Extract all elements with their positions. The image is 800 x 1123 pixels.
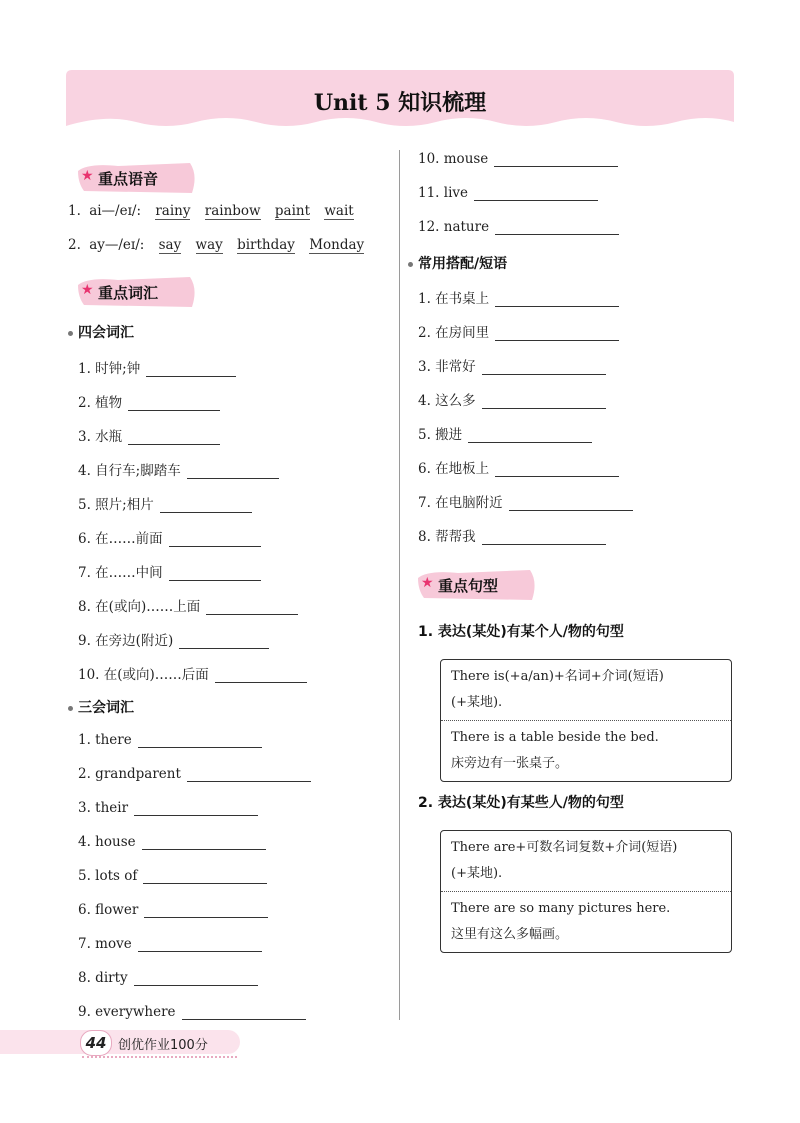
vocab-item: 9. 在旁边(附近) [78, 629, 269, 649]
vocab-item: 3. 水瓶 [78, 425, 220, 445]
phrase-item: 3. 非常好 [418, 355, 606, 375]
vocab-item: 2. grandparent [78, 766, 311, 782]
pattern-title-1: 1. 表达(某处)有某个人/物的句型 [418, 624, 624, 640]
three-skill-vocab-label: 三会词汇 [68, 697, 134, 717]
answer-blank[interactable] [138, 937, 262, 952]
vocab-item: 12. nature [418, 219, 619, 235]
title-banner [66, 70, 734, 136]
vocab-item: 2. 植物 [78, 391, 220, 411]
star-icon: ★ [421, 575, 434, 591]
pattern-box-1 [440, 659, 732, 782]
answer-blank[interactable] [509, 496, 633, 511]
vocab-item: 9. everywhere [78, 1004, 306, 1020]
bullet-dot [68, 331, 73, 336]
phrase-item: 4. 这么多 [418, 389, 606, 409]
phrase-item: 6. 在地板上 [418, 457, 619, 477]
answer-blank[interactable] [128, 430, 220, 445]
phrase-item: 8. 帮帮我 [418, 525, 606, 545]
answer-blank[interactable] [160, 498, 252, 513]
page-number: 44 [80, 1030, 112, 1056]
answer-blank[interactable] [495, 326, 619, 341]
answer-blank[interactable] [187, 767, 311, 782]
phonics-word: birthday [237, 237, 295, 253]
bullet-dot [408, 262, 413, 267]
phrases-label: 常用搭配/短语 [408, 253, 507, 273]
answer-blank[interactable] [482, 530, 606, 545]
column-divider [399, 150, 400, 1020]
vocab-item: 4. 自行车;脚踏车 [78, 459, 279, 479]
vocab-item: 7. move [78, 936, 262, 952]
phrase-item: 1. 在书桌上 [418, 287, 619, 307]
phonics-word: rainy [155, 203, 191, 219]
pattern-title-2: 2. 表达(某处)有某些人/物的句型 [418, 795, 624, 811]
vocab-item: 5. lots of [78, 868, 267, 884]
footer-dotted-line [82, 1056, 237, 1058]
answer-blank[interactable] [482, 394, 606, 409]
vocab-item: 10. mouse [418, 151, 618, 167]
phonics-word: rainbow [204, 203, 261, 219]
phrase-item: 5. 搬进 [418, 423, 592, 443]
answer-blank[interactable] [495, 220, 619, 235]
answer-blank[interactable] [495, 292, 619, 307]
pattern-formula: There are+可数名词复数+介词(短语) (+某地). [451, 840, 678, 881]
pattern-box-2 [440, 830, 732, 953]
phonics-word: paint [274, 203, 311, 219]
phonics-row-2: 2. ay—/eɪ/: say way birthday Monday [68, 237, 365, 253]
pattern-formula: There is(+a/an)+名词+介词(短语) (+某地). [451, 669, 664, 710]
star-icon: ★ [81, 168, 94, 184]
answer-blank[interactable] [128, 396, 220, 411]
answer-blank[interactable] [206, 600, 298, 615]
vocab-item: 1. 时钟;钟 [78, 357, 236, 377]
answer-blank[interactable] [169, 532, 261, 547]
vocab-item: 3. their [78, 800, 258, 816]
phonics-word: say [158, 237, 182, 253]
answer-blank[interactable] [495, 462, 619, 477]
vocab-item: 8. dirty [78, 970, 258, 986]
vocab-item: 6. flower [78, 902, 268, 918]
answer-blank[interactable] [179, 634, 269, 649]
phrase-item: 2. 在房间里 [418, 321, 619, 341]
answer-blank[interactable] [494, 152, 618, 167]
vocab-item: 4. house [78, 834, 266, 850]
page-title: Unit 5 知识梳理 [313, 90, 487, 116]
answer-blank[interactable] [474, 186, 598, 201]
answer-blank[interactable] [142, 835, 266, 850]
answer-blank[interactable] [468, 428, 592, 443]
vocab-item: 1. there [78, 732, 262, 748]
pattern-example: There is a table beside the bed. 床旁边有一张桌子。 [441, 720, 731, 781]
phonics-word: wait [324, 203, 354, 219]
vocab-item: 8. 在(或向)……上面 [78, 595, 298, 615]
answer-blank[interactable] [187, 464, 279, 479]
answer-blank[interactable] [482, 360, 606, 375]
answer-blank[interactable] [215, 668, 307, 683]
pattern-example: There are so many pictures here. 这里有这么多幅画。 [441, 891, 731, 952]
answer-blank[interactable] [134, 971, 258, 986]
vocab-item: 7. 在……中间 [78, 561, 261, 581]
phonics-word: Monday [309, 237, 365, 253]
answer-blank[interactable] [144, 903, 268, 918]
phonics-row-1: 1. ai—/eɪ/: rainy rainbow paint wait [68, 203, 354, 219]
four-skill-vocab-label: 四会词汇 [68, 322, 134, 342]
answer-blank[interactable] [169, 566, 261, 581]
vocab-item: 6. 在……前面 [78, 527, 261, 547]
brand-name: 创优作业100分 [118, 1038, 208, 1053]
answer-blank[interactable] [143, 869, 267, 884]
phonics-word: way [195, 237, 223, 253]
answer-blank[interactable] [182, 1005, 306, 1020]
vocab-item: 10. 在(或向)……后面 [78, 663, 307, 683]
answer-blank[interactable] [134, 801, 258, 816]
page-footer [0, 1026, 240, 1058]
phrase-item: 7. 在电脑附近 [418, 491, 633, 511]
star-icon: ★ [81, 282, 94, 298]
vocab-item: 11. live [418, 185, 598, 201]
answer-blank[interactable] [138, 733, 262, 748]
bullet-dot [68, 706, 73, 711]
answer-blank[interactable] [146, 362, 236, 377]
vocab-item: 5. 照片;相片 [78, 493, 252, 513]
